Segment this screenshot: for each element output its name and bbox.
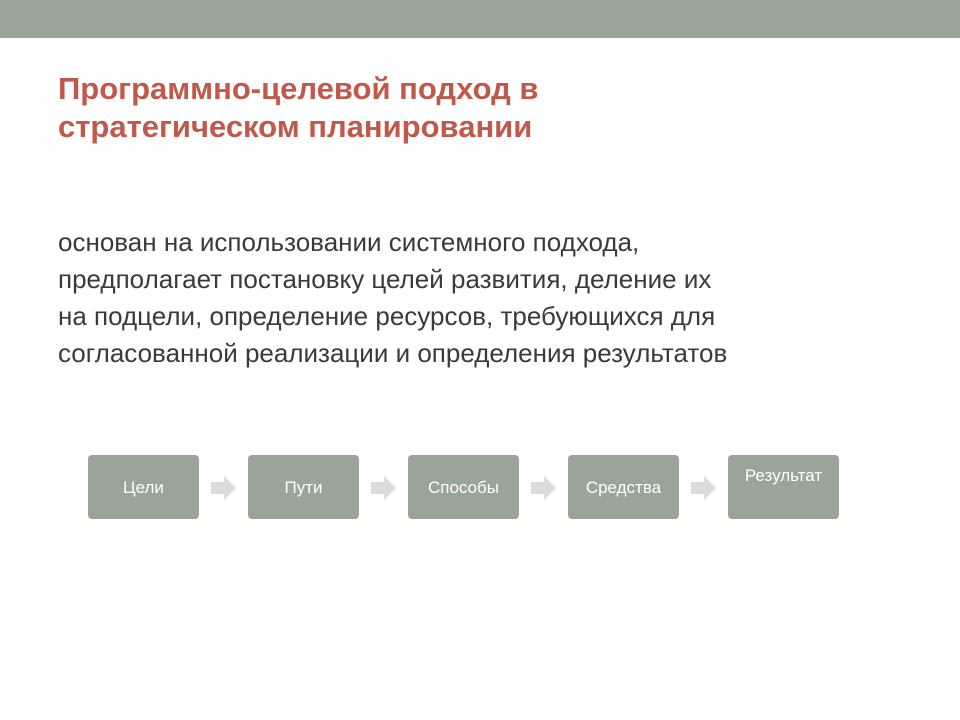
process-flow [88, 455, 848, 519]
right-arrow-icon [211, 475, 237, 501]
flow-step-label: Пути [284, 477, 323, 497]
body-text-line: предполагает постановку целей развития, деление их [58, 264, 712, 294]
right-arrow-icon [691, 475, 717, 501]
body-text-line: на подцели, определение ресурсов, требующихся для [58, 301, 716, 331]
slide-title [58, 70, 918, 146]
flow-step-box[interactable] [248, 455, 359, 519]
flow-step-label: Способы [427, 477, 500, 497]
slide-body-text [58, 224, 918, 372]
right-arrow-icon [371, 475, 397, 501]
slide-title-line: стратегическом планировании [58, 109, 533, 144]
flow-step-label: Результат [744, 466, 823, 485]
flow-step-box[interactable] [568, 455, 679, 519]
flow-step-label: Цели [123, 477, 164, 497]
flow-step-box[interactable] [88, 455, 199, 519]
body-text-line: согласованной реализации и определения результатов [58, 338, 728, 368]
top-bar [0, 0, 960, 38]
flow-step-box[interactable] [408, 455, 519, 519]
flow-step-box[interactable] [728, 455, 839, 519]
flow-step-label: Средства [585, 477, 662, 497]
slide-title-line: Программно-целевой подход в [58, 71, 539, 106]
right-arrow-icon [531, 475, 557, 501]
body-text-line: основан на использовании системного подхода, [58, 227, 640, 257]
